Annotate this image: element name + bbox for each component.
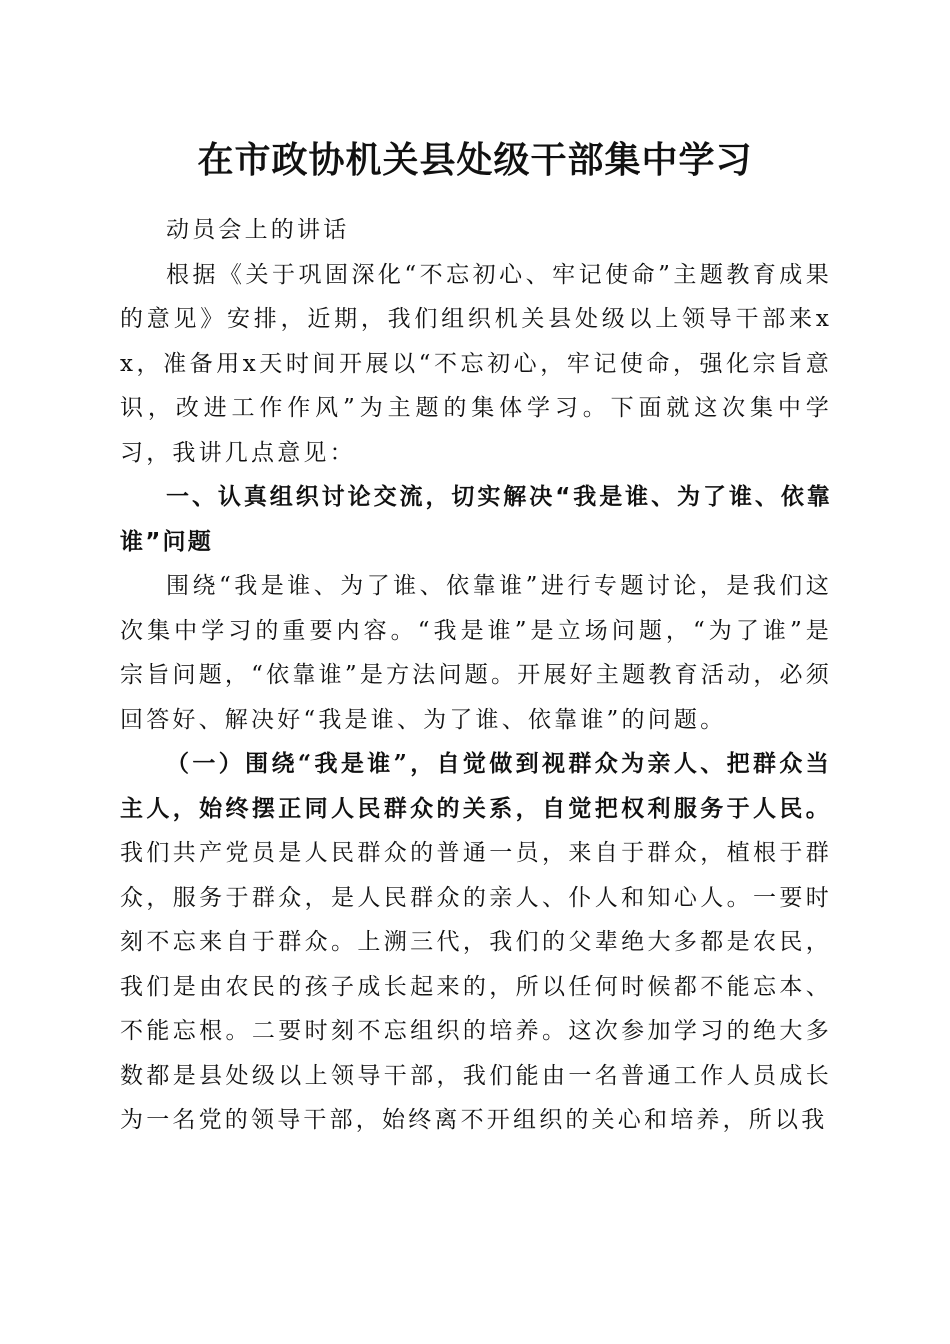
- document-title: 在市政协机关县处级干部集中学习: [197, 139, 753, 181]
- intro-paragraph: 根据《关于巩固深化“不忘初心、牢记使命”主题教育成果的意见》安排，近期，我们组织机关县处级以上领导干部来xx，准备用x天时间开展以“不忘初心，牢记使命，强化宗旨意识，改进工作作风”为主题的集体学习。下面就这次集中学习，我讲几点意见：: [120, 261, 832, 466]
- document-subtitle: 动员会上的讲话: [166, 217, 350, 243]
- section-1-heading: 一、认真组织讨论交流，切实解决“我是谁、为了谁、依靠谁”问题: [120, 484, 832, 555]
- document-body: [120, 208, 832, 1143]
- subsection-1-paragraph: [120, 742, 832, 1143]
- section-1-paragraph: 围绕“我是谁、为了谁、依靠谁”进行专题讨论，是我们这次集中学习的重要内容。“我是谁”是立场问题，“为了谁”是宗旨问题，“依靠谁”是方法问题。开展好主题教育活动，必须回答好、解决好“我是谁、为了谁、依靠谁”的问题。: [120, 573, 832, 733]
- subsection-1-body: 我们共产党员是人民群众的普通一员，来自于群众，植根于群众，服务于群众，是人民群众的亲人、仆人和知心人。一要时刻不忘来自于群众。上溯三代，我们的父辈绝大多都是农民，我们是由农民的孩子成长起来的，所以任何时候都不能忘本、不能忘根。二要时刻不忘组织的培养。这次参加学习的绝大多数都是县处级以上领导干部，我们能由一名普通工作人员成长为一名党的领导干部，始终离不开组织的关心和培养，所以我: [120, 840, 832, 1133]
- subsection-1-lead: （一）围绕“我是谁”，自觉做到视群众为亲人、把群众当主人，始终摆正同人民群众的关系，自觉把权利服务于人民。: [120, 750, 832, 822]
